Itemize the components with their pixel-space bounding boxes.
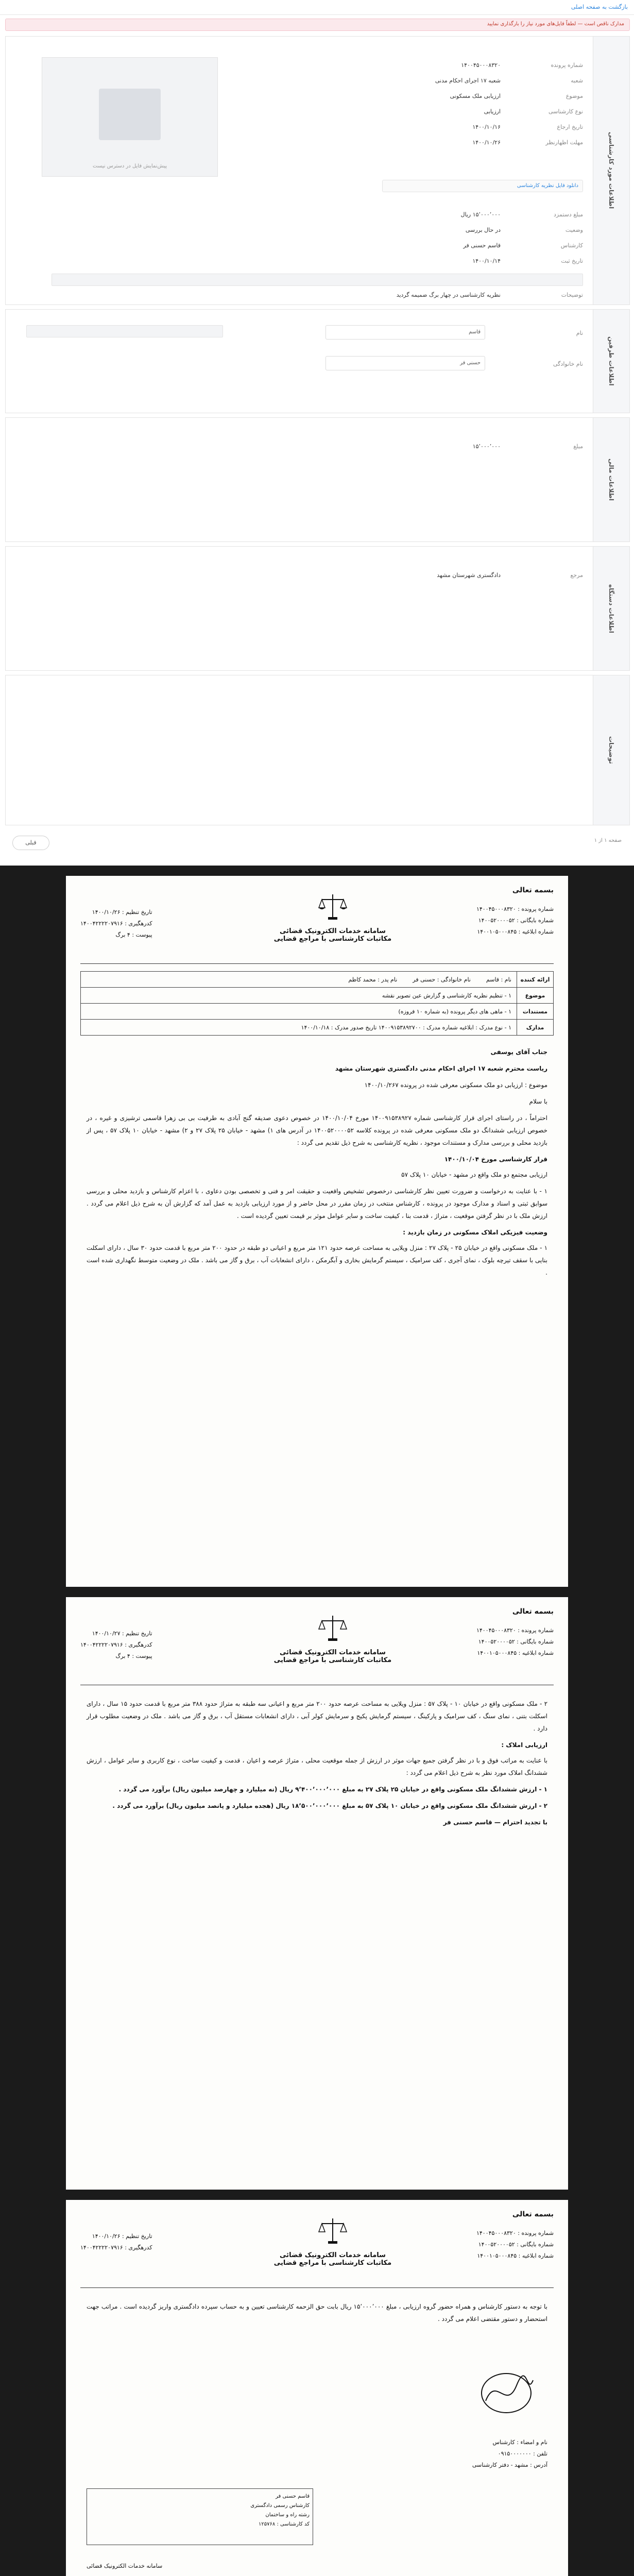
court-row: مرجع دادگستری شهرستان مشهد xyxy=(437,571,583,579)
document-page-1 xyxy=(66,876,568,1587)
signature-icon xyxy=(475,2365,537,2421)
section-parties xyxy=(5,309,630,413)
page-header: بسمه تعالی شماره پرونده : ۱۴۰۰۴۵۰۰۰۸۳۲۰ شماره بایگانی : ۱۴۰۰۵۲۰۰۰۰۵۲ شماره ابلاغیه : ۱۴۰۰۱۰۵۰۰۰۸۴۵ سامانه خدمات الکترونیک قضائی مکاتبات کارشناسی با مراجع قضایی تاریخ تنظیم : ۱۴۰۰/۱۰/۲۷ کدرهگیری : ۱۴۰۰۴۲۲۲۲۰۷۹۱۶ پیوست : ۴ برگ xyxy=(80,1607,554,1685)
doc-body: ۲ - ملک مسکونی واقع در خیابان ۱۰ - پلاک ۵۷ : منزل ویلایی به مساحت عرصه حدود ۲۰۰ متر مربع و اعیانی سه طبقه به متراژ حدود ۳۸۸ متر مربع با قدمت حدود ۱۵ سال ، دارای اسکلت بتنی ، نمای سنگ ، کف سرامیک و پارکینگ ، سیستم گرمایش پکیج و سرمایش کولر آبی ، دارای انشعابات مستقل آب ، برق و گاز می باشد . ملک در وضعیت مطلوب قرار دارد . ارزیابی املاک : با عنایت به مراتب فوق و با در نظر گرفتن جمیع جهات موثر در ارزش از جمله موقعیت محلی ، متراژ عرصه و اعیان ، قدمت و کیفیت ساخت ، نوع کاربری و سایر عوامل ، ارزش ششدانگ املاک مورد نظر به شرح ذیل اعلام می گردد : ۱ - ارزش ششدانگ ملک مسکونی واقع در خیابان ۲۵ پلاک ۲۷ به مبلغ ۹٬۴۰۰٬۰۰۰٬۰۰۰ ریال (نه میلیارد و چهارصد میلیون ریال) برآورد می گردد . ۲ - ارزش ششدانگ ملک مسکونی واقع در خیابان ۱۰ پلاک ۵۷ به مبلغ ۱۸٬۵۰۰٬۰۰۰٬۰۰۰ ریال (هجده میلیارد و پانصد میلیون ریال) برآورد می گردد . با تجدید احترام — قاسم حسنی فر xyxy=(87,1700,548,1826)
notes-field[interactable] xyxy=(52,274,583,286)
justice-scale-icon xyxy=(317,1613,349,1645)
doc-emblem-block xyxy=(266,891,400,943)
party-row: نام خانوادگی xyxy=(553,360,583,367)
document-page-3 xyxy=(66,2200,568,2576)
section-notes xyxy=(5,675,630,825)
prev-button[interactable]: قبلی xyxy=(12,836,49,850)
info-row: مهلت اظهارنظر ۱۴۰۰/۱۰/۲۶ xyxy=(472,139,583,146)
info-row: وضعیت در حال بررسی xyxy=(465,226,583,233)
page-header: بسمه تعالی شماره پرونده : ۱۴۰۰۴۵۰۰۰۸۳۲۰ شماره بایگانی : ۱۴۰۰۵۲۰۰۰۰۵۲ شماره ابلاغیه : ۱۴۰۰۱۰۵۰۰۰۸۴۵ سامانه خدمات الکترونیک قضائی مکاتبات کارشناسی با مراجع قضایی تاریخ تنظیم : ۱۴۰۰/۱۰/۲۶ کدرهگیری : ۱۴۰۰۴۲۲۲۲۰۷۹۱۶ xyxy=(80,2210,554,2288)
justice-scale-icon xyxy=(317,891,349,923)
section-financial xyxy=(5,417,630,542)
tab-expert-info[interactable]: اطلاعات مورد کارشناسی xyxy=(593,37,629,304)
doc-meta: شماره پرونده : ۱۴۰۰۴۵۰۰۰۸۳۲۰ شماره بایگانی : ۱۴۰۰۵۲۰۰۰۰۵۲ شماره ابلاغیه : ۱۴۰۰۱۰۵۰۰۰۸۴۵ xyxy=(476,906,554,935)
info-row: تاریخ ارجاع ۱۴۰۰/۱۰/۱۶ xyxy=(472,123,583,130)
page-footer: سامانه خدمات الکترونیک قضائی xyxy=(87,2563,163,2569)
page-header xyxy=(80,886,554,964)
file-preview[interactable] xyxy=(42,57,218,177)
info-row: مبلغ دستمزد ۱۵٬۰۰۰٬۰۰۰ ریال xyxy=(460,211,583,218)
info-row: تاریخ ثبت ۱۴۰۰/۱۰/۱۴ xyxy=(472,257,583,264)
info-row: شعبه شعبه ۱۷ اجرای احکام مدنی xyxy=(435,77,583,84)
section-expert-info xyxy=(5,36,630,305)
download-report-link[interactable]: دانلود فایل نظریه کارشناسی xyxy=(382,180,583,192)
doc-dates: تاریخ تنظیم : ۱۴۰۰/۱۰/۲۶ کدرهگیری : ۱۴۰۰۴۲۲۲۲۰۷۹۱۶ پیوست : ۴ برگ xyxy=(80,909,152,938)
justice-scale-icon xyxy=(317,2215,349,2247)
tab-notes[interactable]: توضیحات xyxy=(593,675,629,825)
scanned-document-viewer xyxy=(0,866,634,2576)
top-bar xyxy=(0,0,634,15)
info-row: نوع کارشناسی ارزیابی xyxy=(484,108,583,115)
image-placeholder-icon xyxy=(99,89,161,140)
doc-body: جناب آقای یوسفی ریاست محترم شعبه ۱۷ اجرای احکام مدنی دادگستری شهرستان مشهد موضوع : ارزیابی دو ملک مسکونی معرفی شده در پرونده ۱۴۰۰/۱۰/۲۶۷ با سلام احتراماً ، در راستای اجرای قرار کارشناسی شماره ۱۴۰۰۹۱۵۳۸۹۲۷ مورخ ۱۴۰۰/۱۰/۰۴ در خصوص دعوی صدیقه گنج آبادی به طرفیت بی بی زهرا قاسمی ترشیزی و غیره ، در خصوص ارزیابی ششدانگ دو ملک مسکونی معرفی شده در پرونده کلاسه ۱۴۰۰۵۲۰۰۰۰۵۲ در آدرس های ۱) مشهد - خیابان ۲۵ پلاک ۲۷ و ۲) مشهد - خیابان ۱۰ پلاک ۵۷ ، پس از بازدید محلی و بررسی مدارک و مستندات موجود ، نظریه کارشناسی به شرح ذیل تقدیم می گردد : قرار کارشناسی مورخ ۱۴۰۰/۱۰/۰۴ ارزیابی مجتمع دو ملک واقع در مشهد - خیابان ۱۰ پلاک ۵۷ ۱ - با عنایت به درخواست و ضرورت تعیین نظر کارشناسی درخصوص تشخیص واقعیت و حقیقت امر و فنی و تخصصی بودن دعاوی ، با اعزام کارشناس و بازدید محلی و بررسی سوابق ثبتی و اسناد و مدارک موجود در پرونده ، کارشناس منتخب در زمان مقرر در محل حاضر و از مورد ارزیابی بازدید به عمل آمد که گزارش آن به شرح ذیل اعلام می گردد . ارزش ملک با در نظر گرفتن موقعیت ، متراژ ، قدمت بنا ، کیفیت ساخت و سایر عوامل موثر بر قیمت تعیین گردیده است . وضعیت فیزیکی املاک مسکونی در زمان بازدید : ۱ - ملک مسکونی واقع در خیابان ۲۵ - پلاک ۲۷ : منزل ویلایی به مساحت عرصه حدود ۱۲۱ متر مربع و اعیانی دو طبقه در حدود ۲۰۰ متر مربع با قدمت حدود ۳۰ سال ، دارای اسکلت بنایی با سقف تیرچه بلوک ، نمای آجری ، کف سرامیک ، سیستم گرمایش بخاری و آبگرمکن ، دارای انشعابات آب ، برق و گاز می باشد . ملک در وضعیت متوسط نگهداری شده است . xyxy=(87,1048,548,1276)
party-row: نام xyxy=(576,329,583,336)
party-extra-field xyxy=(26,325,223,337)
tab-financial[interactable]: اطلاعات مالی xyxy=(593,418,629,541)
alert-text: مدارک ناقص است — لطفاً فایل‌های مورد نیاز را بارگذاری نمایید xyxy=(487,21,624,27)
preview-caption: پیش‌نمایش فایل در دسترس نیست xyxy=(93,163,167,169)
alert-banner xyxy=(5,19,630,31)
document-page-2 xyxy=(66,1597,568,2190)
first-name-field[interactable]: قاسم xyxy=(325,325,485,340)
tab-parties[interactable]: اطلاعات طرفین xyxy=(593,310,629,413)
info-row: کارشناس قاسم حسنی فر xyxy=(463,242,583,249)
doc-info-table: ارائه کننده نام : قاسم نام خانوادگی : حسنی فر نام پدر : محمد کاظم موضوع ۱ - تنظیم نظریه کارشناسی و گزارش عین تصویر نقشه مستندات ۱ - ماهی های دیگر پرونده (به شماره ۱۰ فروزه) مدارک ۱ - نوع مدرک : ابلاغیه شماره مدرک : ۱۴۰۰۹۱۵۳۸۹۲۷۰۰ تاریخ صدور مدرک : ۱۴۰۰/۱۰/۱۸ xyxy=(80,971,554,1036)
info-row: شماره پرونده ۱۴۰۰۴۵۰۰۰۸۳۲۰ xyxy=(461,61,583,69)
expert-stamp: قاسم حسنی فر کارشناس رسمی دادگستری رشته راه و ساختمان کد کارشناسی : ۱۲۵۷۶۸ xyxy=(87,2488,313,2545)
doc-title: بسمه تعالی xyxy=(512,886,554,894)
info-row: موضوع ارزیابی ملک مسکونی xyxy=(450,92,583,99)
back-home-link[interactable]: بازگشت به صفحه اصلی xyxy=(571,4,628,10)
section-court xyxy=(5,546,630,671)
signature-footer: نام و امضاء : کارشناس تلفن : ۰۹۱۵۰۰۰۰۰۰۰ آدرس : مشهد - دفتر کارشناسی xyxy=(472,2439,547,2468)
last-name-field[interactable]: حسنی فر xyxy=(325,356,485,370)
pager-text: صفحه ۱ از ۱ xyxy=(594,838,622,843)
info-row: توضیحات نظریه کارشناسی در چهار برگ ضمیمه گردید xyxy=(396,291,583,298)
tab-court[interactable]: اطلاعات دستگاه xyxy=(593,547,629,670)
doc-body: با توجه به دستور کارشناس و همراه حضور گروه ارزیابی ، مبلغ ۱۵٬۰۰۰٬۰۰۰ ریال بابت حق الزحمه کارشناسی تعیین و به حساب سپرده دادگستری واریز گردیده است . مراتب جهت استحضار و دستور مقتضی اعلام می گردد . xyxy=(87,2303,548,2323)
financial-row: مبلغ ۱۵٬۰۰۰٬۰۰۰ xyxy=(472,443,583,450)
org-name: سامانه خدمات الکترونیک قضائی xyxy=(280,927,386,935)
org-subtitle: مکاتبات کارشناسی با مراجع قضایی xyxy=(273,935,392,943)
